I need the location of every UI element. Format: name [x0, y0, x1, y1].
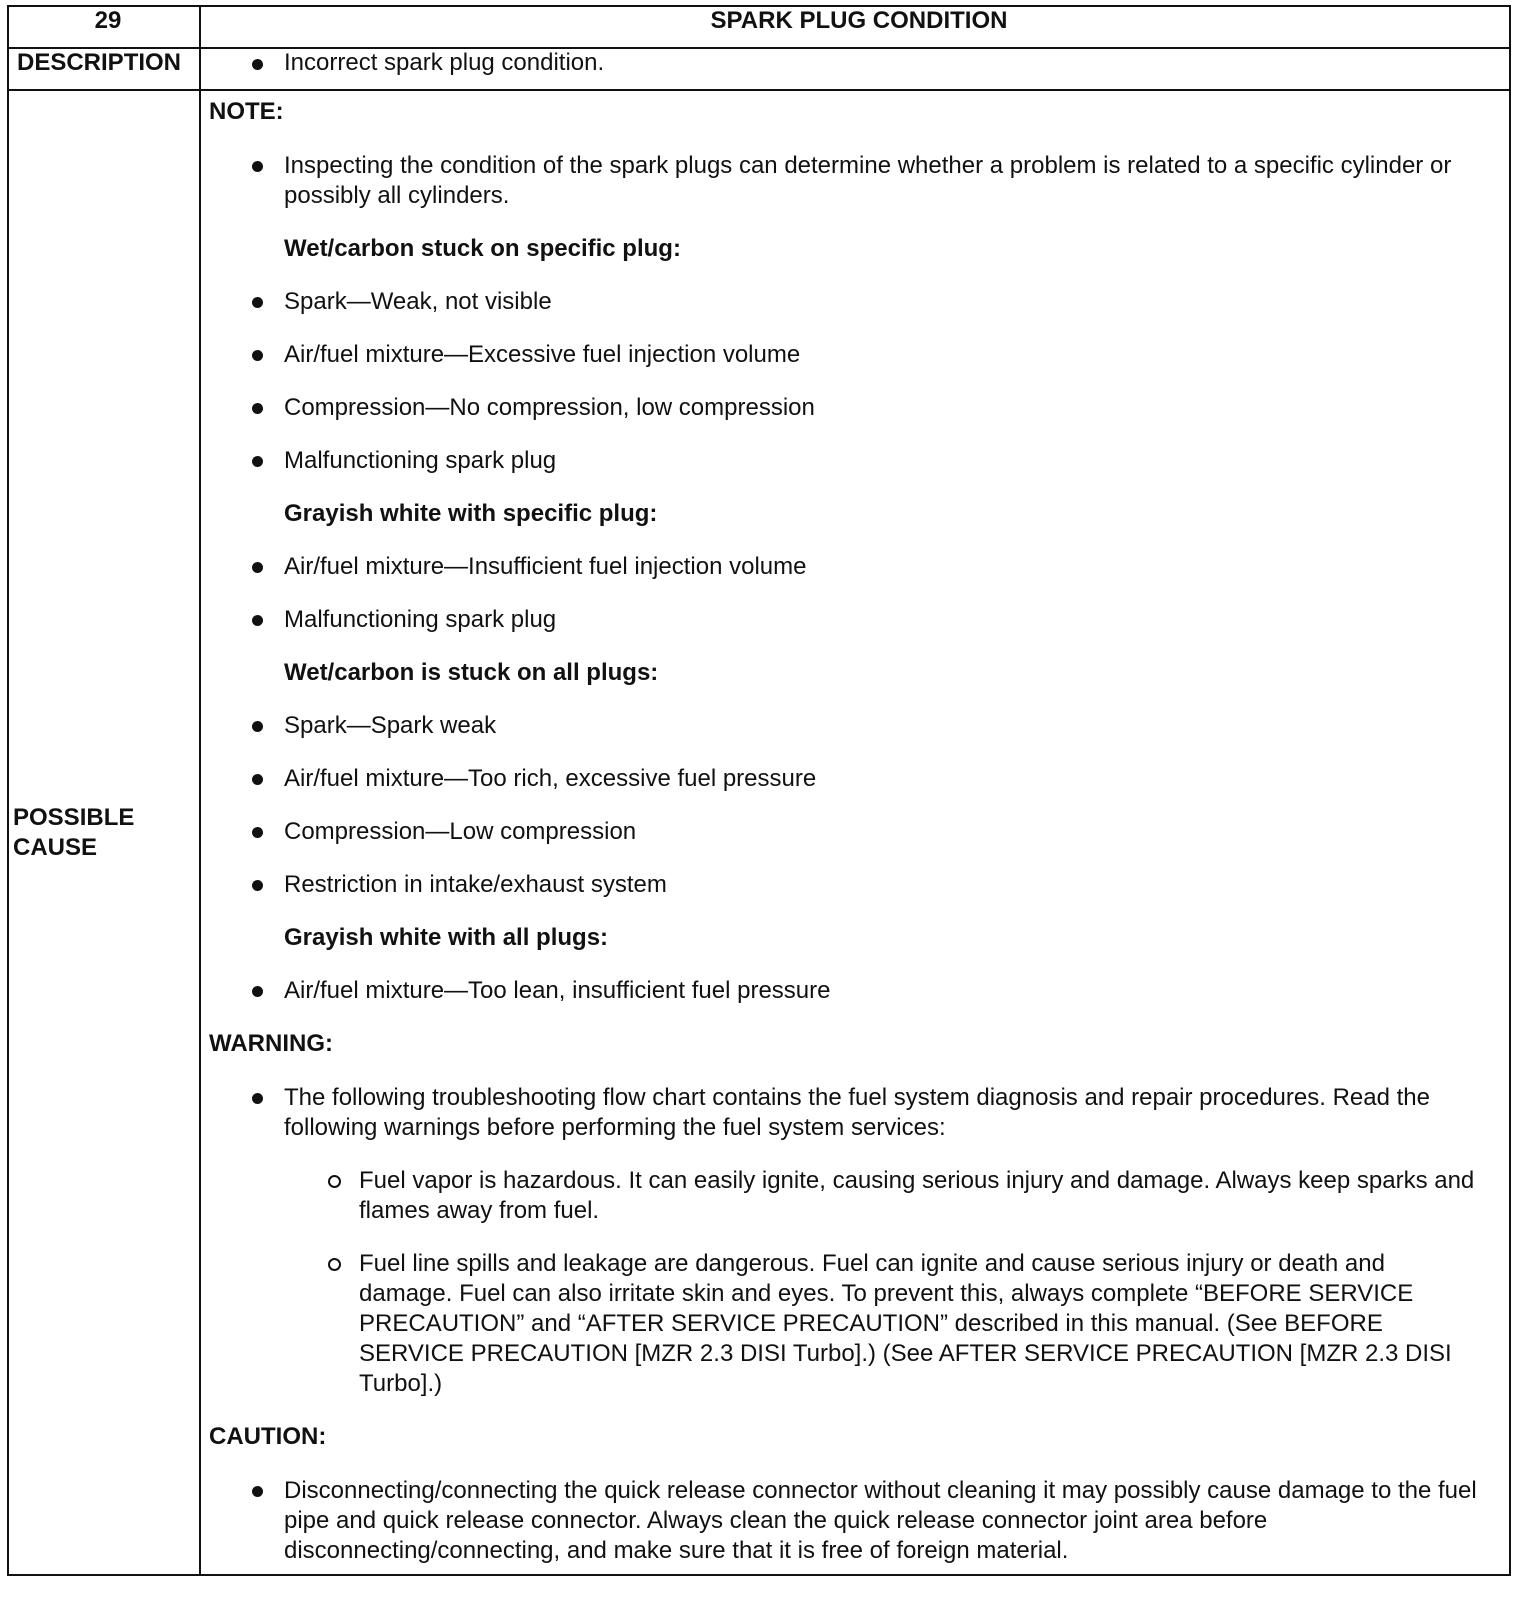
procedure-number: 29: [8, 6, 200, 48]
cause-item: [209, 976, 1479, 1006]
procedure-table: [7, 5, 1511, 1576]
bullet-icon: [252, 774, 263, 785]
cause-item: [209, 552, 1479, 582]
warning-item: [209, 1166, 1479, 1226]
possible-cause-label-line1: POSSIBLE: [13, 803, 135, 831]
cause-text: Air/fuel mixture—Too lean, insufficient fuel pressure: [284, 977, 831, 1004]
cause-text: Air/fuel mixture—Insufficient fuel injection volume: [284, 553, 807, 580]
description-row: [8, 48, 1510, 90]
bullet-icon: [252, 1093, 263, 1104]
group-heading: Grayish white with all plugs:: [284, 924, 609, 951]
cause-item: [209, 287, 1479, 317]
bullet-icon: [252, 456, 263, 467]
note-heading: NOTE:: [209, 98, 284, 125]
cause-item: [209, 711, 1479, 741]
warning-text: Fuel vapor is hazardous. It can easily ignite, causing serious injury and damage. Always keep sparks and flames away from fuel.: [359, 1167, 1475, 1224]
description-item: [209, 49, 1509, 77]
header-row: [8, 6, 1510, 48]
group-heading: Wet/carbon is stuck on all plugs:: [284, 659, 659, 686]
description-cell: [200, 48, 1510, 90]
cause-text: Air/fuel mixture—Excessive fuel injection volume: [284, 341, 801, 368]
warning-intro-item: [209, 1083, 1479, 1143]
cause-text: Air/fuel mixture—Too rich, excessive fuel pressure: [284, 765, 817, 792]
circle-bullet-icon: [328, 1258, 341, 1271]
cause-text: Malfunctioning spark plug: [284, 606, 557, 633]
cause-item: [209, 393, 1479, 423]
cause-item: [209, 870, 1479, 900]
circle-bullet-icon: [328, 1175, 341, 1188]
note-intro-text: Inspecting the condition of the spark plugs can determine whether a problem is related to a specific cylinder or possibly all cylinders.: [284, 152, 1452, 209]
warning-item: [209, 1249, 1479, 1399]
caution-heading: CAUTION:: [209, 1423, 327, 1450]
bullet-icon: [252, 827, 263, 838]
cause-item: [209, 446, 1479, 476]
cause-text: Restriction in intake/exhaust system: [284, 871, 667, 898]
bullet-icon: [252, 1486, 263, 1497]
cause-text: Spark—Weak, not visible: [284, 288, 552, 315]
bullet-icon: [252, 562, 263, 573]
possible-cause-content: [200, 90, 1510, 1575]
warning-heading: WARNING:: [209, 1030, 333, 1057]
warning-text: Fuel line spills and leakage are dangerous. Fuel can ignite and cause serious injury or death and damage. Fuel can also irritate skin and eyes. To prevent this, always complete “BEFORE SERVICE PRECAUTION” and “AFTER SERVICE PRECAUTION” described in this manual. (See BEFORE SERVICE PRECAUTION [MZR 2.3 DISI Turbo].) (See AFTER SERVICE PRECAUTION [MZR 2.3 DISI Turbo].): [359, 1250, 1452, 1397]
group-heading: Wet/carbon stuck on specific plug:: [284, 235, 681, 262]
caution-text: Disconnecting/connecting the quick release connector without cleaning it may possibly cause damage to the fuel pipe and quick release connector. Always clean the quick release connector joint area before disconnecting/connecting, and make sure that it is free of foreign material.: [284, 1477, 1477, 1564]
cause-text: Spark—Spark weak: [284, 712, 497, 739]
bullet-icon: [252, 880, 263, 891]
cause-text: Compression—Low compression: [284, 818, 637, 845]
possible-cause-row: [8, 90, 1510, 1575]
possible-cause-label-line2: CAUSE: [13, 833, 98, 861]
bullet-icon: [252, 403, 263, 414]
bullet-icon: [252, 297, 263, 308]
cause-text: Malfunctioning spark plug: [284, 447, 557, 474]
cause-item: [209, 817, 1479, 847]
group-heading: Grayish white with specific plug:: [284, 500, 658, 527]
bullet-icon: [252, 615, 263, 626]
description-label: DESCRIPTION: [8, 48, 200, 90]
caution-item: [209, 1476, 1479, 1566]
cause-item: [209, 340, 1479, 370]
cause-text: Compression—No compression, low compression: [284, 394, 815, 421]
procedure-title: SPARK PLUG CONDITION: [200, 6, 1510, 48]
bullet-icon: [252, 59, 263, 70]
bullet-icon: [252, 161, 263, 172]
note-intro-item: [209, 151, 1479, 211]
bullet-icon: [252, 986, 263, 997]
description-text: Incorrect spark plug condition.: [284, 49, 605, 76]
bullet-icon: [252, 350, 263, 361]
cause-item: [209, 605, 1479, 635]
cause-item: [209, 764, 1479, 794]
possible-cause-label: [8, 90, 200, 1575]
warning-intro-text: The following troubleshooting flow chart contains the fuel system diagnosis and repair procedures. Read the following warnings before performing the fuel system services:: [284, 1084, 1430, 1141]
bullet-icon: [252, 721, 263, 732]
